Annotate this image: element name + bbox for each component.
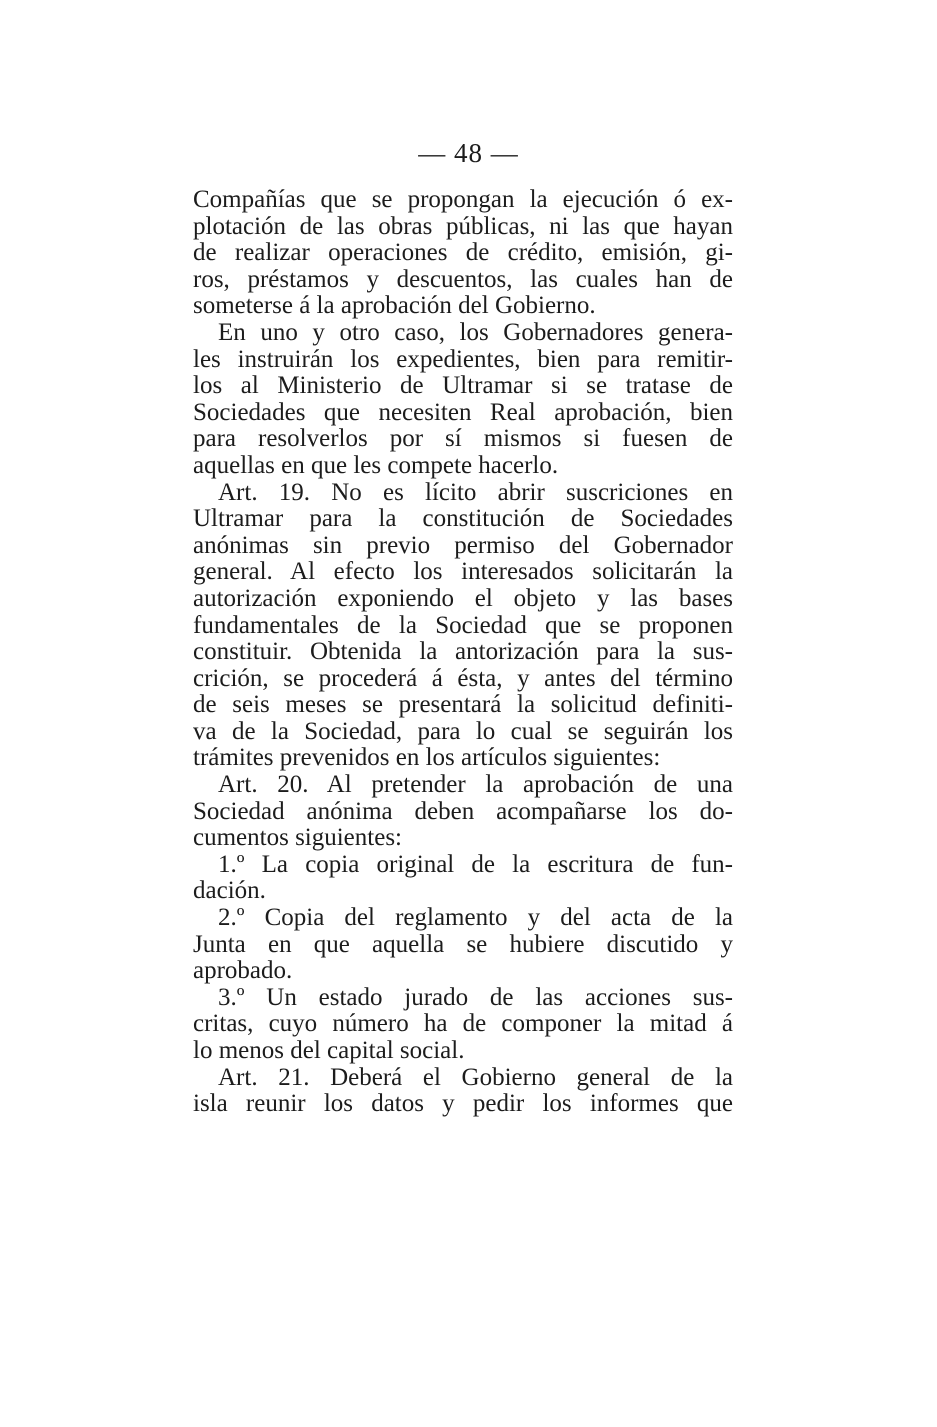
text-line: 2.º Copia del reglamento y del acta de la (218, 904, 733, 932)
text-line: aquellas en que les compete hacerlo. (193, 451, 559, 479)
text-line: isla reunir los datos y pedir los informes que (193, 1090, 733, 1118)
text-line: general. Al efecto los interesados solicitarán la (193, 558, 733, 586)
text-line: aprobado. (193, 957, 293, 985)
text-line: plotación de las obras públicas, ni las que hayan (193, 212, 733, 240)
text-line: les instruirán los expedientes, bien para remitir- (193, 345, 733, 373)
text-line: 3.º Un estado jurado de las acciones sus- (218, 983, 733, 1011)
text-line: constituir. Obtenida la antorización para la sus- (193, 638, 733, 666)
text-line: para resolverlos por sí mismos si fuesen de (193, 425, 733, 453)
text-line: En uno y otro caso, los Gobernadores genera- (218, 318, 733, 346)
text-line: Art. 21. Deberá el Gobierno general de la (218, 1063, 733, 1091)
page-number: — 48 — (418, 138, 519, 168)
text-line: 1.º La copia original de la escritura de fun- (218, 850, 733, 878)
text-line: va de la Sociedad, para lo cual se seguirán los (193, 717, 733, 745)
text-line: Junta en que aquella se hubiere discutido y (193, 930, 733, 958)
text-line: critas, cuyo número ha de componer la mitad á (193, 1010, 733, 1038)
text-line: fundamentales de la Sociedad que se proponen (193, 611, 733, 639)
text-line: Art. 20. Al pretender la aprobación de una (218, 771, 733, 799)
text-line: trámites prevenidos en los artículos siguientes: (193, 744, 661, 772)
text-line: de realizar operaciones de crédito, emisión, gi- (193, 239, 733, 267)
body-text (193, 187, 733, 1118)
text-line: lo menos del capital social. (193, 1037, 465, 1064)
text-line: cumentos siguientes: (193, 824, 402, 852)
text-line: Ultramar para la constitución de Sociedades (193, 505, 733, 533)
text-line: ros, préstamos y descuentos, las cuales han de (193, 265, 733, 293)
text-line: los al Ministerio de Ultramar si se tratase de (193, 372, 733, 400)
text-line: de seis meses se presentará la solicitud definiti- (193, 691, 733, 719)
text-line: anónimas sin previo permiso del Gobernador (193, 531, 733, 559)
text-line: crición, se procederá á ésta, y antes del término (193, 664, 733, 692)
text-line: autorización exponiendo el objeto y las bases (193, 584, 733, 612)
text-line: Sociedad anónima deben acompañarse los do- (193, 797, 733, 825)
text-line: Sociedades que necesiten Real aprobación, bien (193, 398, 733, 426)
text-line: someterse á la aprobación del Gobierno. (193, 292, 596, 320)
text-line: Compañías que se propongan la ejecución ó ex- (193, 186, 733, 213)
text-line: dación. (193, 877, 266, 905)
text-line: Art. 19. No es lícito abrir suscriciones en (218, 478, 733, 506)
